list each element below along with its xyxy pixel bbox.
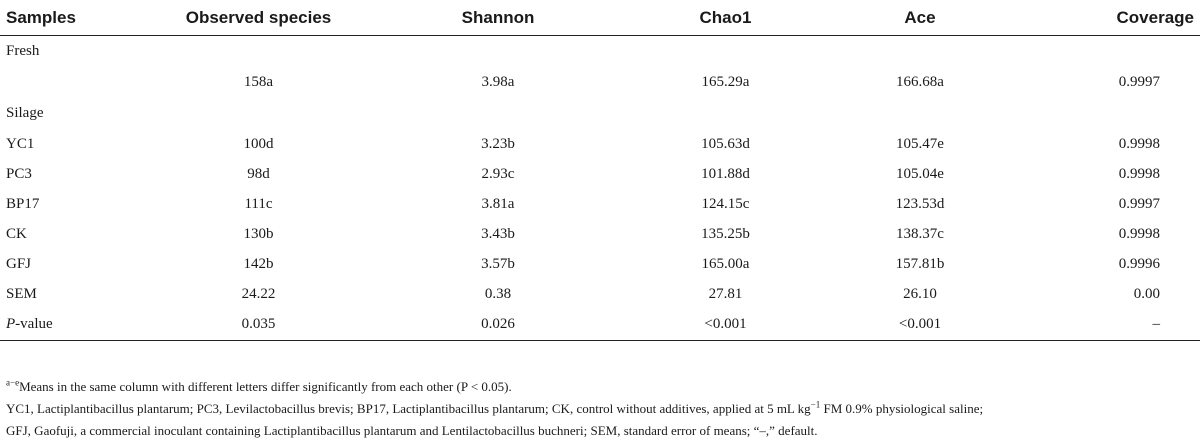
footnote-abbrev-rest: FM 0.9% physiological saline; [820, 401, 984, 416]
cell-chao1: 165.00a [701, 255, 750, 272]
cell-observed-species: 100d [243, 135, 274, 152]
table-row [0, 67, 1200, 98]
cell-sample: SEM [6, 285, 37, 302]
cell-chao1: 135.25b [701, 225, 750, 242]
cell-coverage: 0.9998 [1118, 135, 1160, 152]
cell-shannon: 3.43b [481, 225, 515, 242]
pvalue-label-rest: -value [15, 316, 53, 332]
cell-shannon: 2.93c [481, 165, 515, 182]
cell-shannon: 0.38 [484, 285, 512, 302]
cell-chao1: 101.88d [701, 165, 750, 182]
cell-shannon: 3.23b [481, 135, 515, 152]
cell-coverage: 0.9996 [1118, 255, 1160, 272]
cell-coverage: 0.9997 [1118, 195, 1160, 212]
footnote-unit-superscript: −1 [810, 399, 821, 410]
group-row-silage [0, 98, 1200, 129]
cell-observed-species: 111c [244, 195, 273, 212]
cell-ace: 26.10 [903, 285, 937, 302]
header-chao1: Chao1 [624, 0, 827, 36]
cell-shannon: 3.81a [481, 195, 515, 212]
cell-observed-species: 98d [247, 165, 270, 182]
table-row [0, 129, 1200, 159]
cell-sample: YC1 [6, 135, 35, 152]
table-row [0, 159, 1200, 189]
cell-sample [0, 67, 145, 98]
cell-sample: BP17 [6, 195, 40, 212]
cell-shannon: 3.98a [481, 74, 515, 90]
table-footnotes [6, 376, 1194, 442]
header-coverage: Coverage [1013, 0, 1200, 36]
cell-shannon: 0.026 [372, 309, 624, 341]
cell-observed-species: 158a [243, 74, 274, 90]
header-row [0, 0, 1200, 36]
cell-ace: <0.001 [827, 309, 1013, 341]
cell-chao1: 105.63d [701, 135, 750, 152]
cell-chao1: 165.29a [701, 74, 750, 90]
cell-observed-species: 24.22 [241, 285, 276, 302]
header-observed-species: Observed species [145, 0, 372, 36]
table-row [0, 249, 1200, 279]
cell-observed-species: 0.035 [145, 309, 372, 341]
cell-observed-species: 130b [243, 225, 274, 242]
cell-coverage: 0.9997 [1118, 74, 1160, 90]
group-label-silage: Silage [6, 105, 44, 121]
footnote-abbreviations [6, 398, 1194, 420]
cell-ace: 138.37c [896, 225, 944, 242]
cell-chao1: <0.001 [624, 309, 827, 341]
cell-sample: GFJ [6, 255, 32, 272]
group-label-fresh: Fresh [6, 43, 40, 59]
table-body [0, 36, 1200, 341]
cell-ace: 105.47e [896, 135, 944, 152]
footnote-abbrev-text: YC1, Lactiplantibacillus plantarum; PC3, Levilactobacillus brevis; BP17, Lactiplantibacillus plantarum; CK, control without additives, applied at 5 mL kg [6, 401, 811, 416]
group-row-fresh [0, 36, 1200, 68]
cell-coverage: – [1013, 309, 1200, 341]
header-ace: Ace [827, 0, 1013, 36]
cell-sample [0, 309, 145, 341]
table-row [0, 279, 1200, 309]
table-row [0, 219, 1200, 249]
footnote-superscript: a−e [6, 377, 20, 388]
header-samples: Samples [0, 0, 145, 36]
cell-ace: 105.04e [896, 165, 944, 182]
cell-coverage: 0.9998 [1118, 225, 1160, 242]
cell-ace: 166.68a [896, 74, 944, 90]
footnote-abbreviations-continued: GFJ, Gaofuji, a commercial inoculant containing Lactiplantibacillus plantarum and Lentilactobacillus buchneri; SEM, standard error of means; “–,” default. [6, 423, 818, 438]
footnote-significance [6, 376, 1194, 398]
cell-sample: CK [6, 225, 27, 242]
pvalue-label-italic: P [6, 316, 16, 332]
cell-sample: PC3 [6, 165, 32, 182]
cell-ace: 123.53d [895, 195, 945, 212]
cell-chao1: 27.81 [708, 285, 743, 302]
cell-observed-species: 142b [243, 255, 274, 272]
cell-coverage: 0.00 [1133, 285, 1160, 302]
cell-shannon: 3.57b [481, 255, 515, 272]
cell-coverage: 0.9998 [1118, 165, 1160, 182]
header-shannon: Shannon [372, 0, 624, 36]
cell-ace: 157.81b [895, 255, 945, 272]
cell-chao1: 124.15c [701, 195, 750, 212]
pvalue-row [0, 309, 1200, 341]
table-header [0, 0, 1200, 36]
footnote-significance-text: Means in the same column with different letters differ significantly from each other (P < 0.05). [19, 379, 512, 394]
table-row [0, 189, 1200, 219]
